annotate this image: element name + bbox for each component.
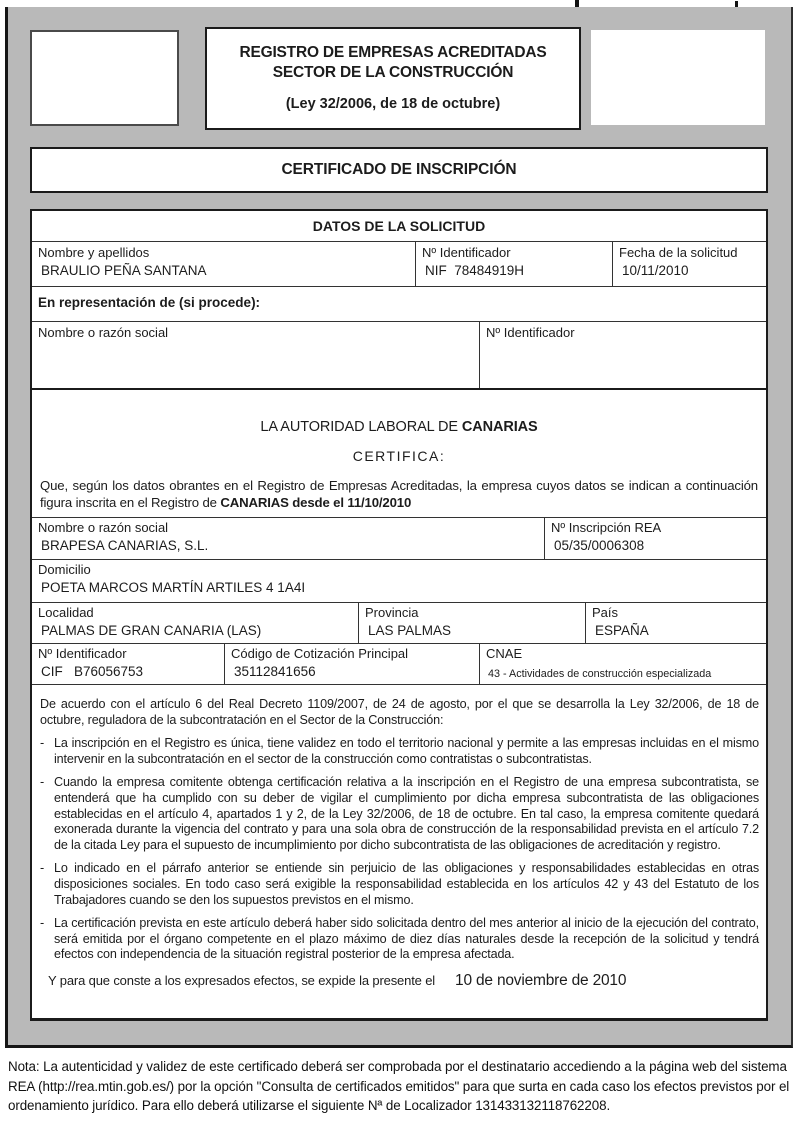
field-label: CNAE [486,646,523,661]
field-value: BRAULIO PEÑA SANTANA [41,263,207,278]
province-cell [358,603,585,643]
bullet-dash: - [40,736,45,751]
address-cell [32,560,766,602]
bullet-text: Cuando la empresa comitente obtenga certificación relativa a la inscripción en el Registro de una empresa subcontratista, se entenderá que ha cumplido con su deber de vigilar el cumplimiento por dicha empresa subcontratista de las obligaciones establecidas en el artículo 4, apartados 1 y 2, de la Ley 32/2006, de 18 de octubre. En tal caso, la empresa comitente quedará exonerada durante la vigencia del contrato y para una sola obra de construcción de la responsabilidad prevista en el artículo 7.2 de la citada Ley para el supuesto de incumplimiento por dicho subcontratista de las obligaciones de acreditación y registro. [54,775,759,852]
locality-cell [32,603,358,643]
field-label: Código de Cotización Principal [231,646,409,661]
right-logo-placeholder [591,30,765,125]
bullet-text: La inscripción en el Registro es única, tiene validez en todo el territorio nacional y permite a las empresas incluidas en el mismo intervenir en la subcontratación en el sector de la construcción como contratistas o subcontratistas. [54,736,759,766]
authority-region: CANARIAS [461,419,538,435]
intro-paragraph [40,478,758,511]
field-label: Nº Identificador [422,245,511,260]
certifica-line: CERTIFICA: [352,448,446,464]
field-label: Provincia [365,605,419,620]
legal-bullet [40,736,759,767]
issue-date: 10 de noviembre de 2010 [455,971,627,989]
solicitud-table [30,209,768,400]
bullet-dash: - [40,775,45,790]
legal-bullet [40,861,759,908]
country-cell [585,603,766,643]
registry-title-line2: SECTOR DE LA CONSTRUCCIÓN [272,64,514,81]
company-name-cell [32,518,544,559]
legal-text [32,685,766,990]
law-subtitle: (Ley 32/2006, de 18 de octubre) [285,96,501,112]
footer-note: Nota: La autenticidad y validez de este certificado deberá ser comprobada por el destinatario accediendo a la página web del sistema REA (http://rea.mtin.gob.es/) por la opción "Consulta de certificados emitidos" para que surta en cada caso los efectos previstos por el ordenamiento jurídico. Para ello deberá utilizarse el siguiente Nª de Localizador 131433132118762208. [8,1059,790,1113]
applicant-id-cell [415,242,612,286]
table-row [32,242,766,287]
representation-row: En representación de (si procede): [32,287,766,322]
field-value: NIF 78484919H [425,263,525,278]
field-value: CIF B76056753 [41,664,144,679]
authority-prefix: LA AUTORIDAD LABORAL DE [260,419,462,435]
field-value: LAS PALMAS [368,623,452,638]
legal-bullet [40,916,759,963]
bullet-dash: - [40,861,45,876]
registry-title-line1: REGISTRO DE EMPRESAS ACREDITADAS [239,44,547,61]
table-row [32,603,766,644]
bullet-text: Lo indicado en el párrafo anterior se entiende sin perjuicio de las obligaciones y responsabilidades establecidas en otras disposiciones sociales. En todo caso será exigible la responsabilidad establecida en los artículos 42 y 43 del Estatuto de los Trabajadores cuando se den los supuestos previstos en el mismo. [54,861,759,907]
table-row [32,644,766,685]
solicitud-table-heading: DATOS DE LA SOLICITUD [32,211,766,242]
contribution-code-cell [224,644,479,684]
field-label: Nº Identificador [38,646,127,661]
table-row [32,322,766,398]
field-value: POETA MARCOS MARTÍN ARTILES 4 1A4I [41,580,306,595]
rea-number-cell [544,518,766,559]
table-row [32,518,766,560]
field-label: Nº Identificador [486,325,575,340]
company-table [32,517,766,685]
field-value: 05/35/0006308 [554,538,645,553]
field-label: Localidad [38,605,94,620]
certificate-heading: CERTIFICADO DE INSCRIPCIÓN [30,147,768,193]
legal-bullet [40,775,759,853]
field-label: Nº Inscripción REA [551,520,662,535]
company-id-cell [32,644,224,684]
field-label: Nombre y apellidos [38,245,150,260]
field-label: Nombre o razón social [38,520,169,535]
applicant-name-cell [32,242,415,286]
field-value: PALMAS DE GRAN CANARIA (LAS) [41,623,262,638]
closing-text: Y para que conste a los expresados efectos, se expide la presente el [48,972,436,988]
field-value: 10/11/2010 [622,263,689,278]
header-title-box [205,27,581,130]
field-value: ESPAÑA [595,623,649,638]
represented-name-cell [32,322,479,398]
bullet-dash: - [40,916,45,931]
closing-line [48,973,759,990]
bullet-text: La certificación prevista en este artículo deberá haber sido solicitada dentro del mes anterior al inicio de la ejecución del contrato, será emitida por el órgano competente en el plazo máximo de diez días naturales desde la recepción de la solicitud y tendrá efectos con independencia de la situación registral posterior de la empresa afectada. [54,916,759,962]
field-value: BRAPESA CANARIAS, S.L. [41,538,209,553]
field-label: Domicilio [38,562,91,577]
application-date-cell [612,242,766,286]
field-label: Fecha de la solicitud [619,245,738,260]
field-value: 35112841656 [234,664,316,679]
intro-bold: CANARIAS desde el 11/10/2010 [220,494,412,510]
legal-intro-paragraph: De acuerdo con el artículo 6 del Real Decreto 1109/2007, de 24 de agosto, por el que se desarrolla la Ley 32/2006, de 18 de octubre, reguladora de la subcontratación en el Sector de la Construcción: [40,697,759,727]
field-value: 43 - Actividades de construcción especializada [488,668,712,680]
authority-line [32,419,766,435]
represented-id-cell [479,322,766,398]
left-logo-placeholder [30,30,179,126]
table-row [32,560,766,603]
cnae-cell [479,644,766,684]
intro-text: Que, según los datos obrantes en el Registro de Empresas Acreditadas, la empresa cuyos datos se indican a continuación figura inscrita en el Registro de [40,478,758,510]
field-label: País [592,605,619,620]
field-label: Nombre o razón social [38,325,169,340]
certificate-body [30,388,768,1021]
